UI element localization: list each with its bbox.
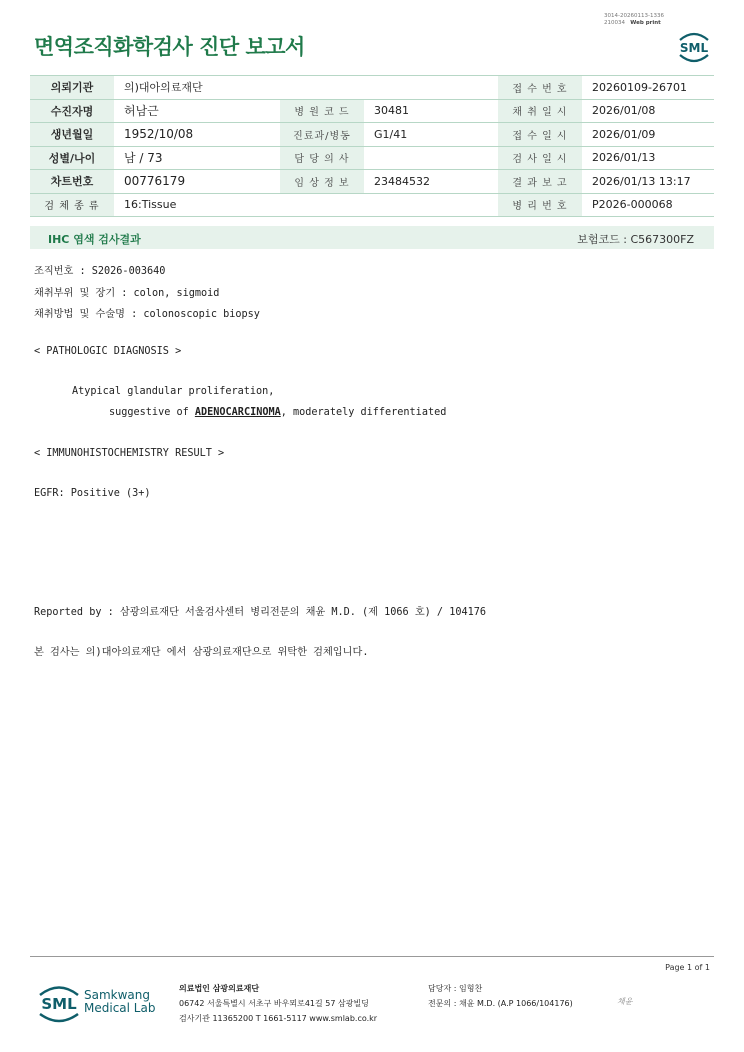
info-row — [30, 193, 714, 217]
receipt-date-value: 2026/01/09 — [582, 123, 714, 147]
specimen-value: 16:Tissue — [114, 193, 498, 217]
org-registration: 검사기관 11365200 T 1661-5117 www.smlab.co.kr — [179, 1014, 378, 1023]
tissue-no: 조직번호 : S2026-003640 — [34, 266, 166, 277]
sampling-site: 채취부위 및 장기 : colon, sigmoid — [34, 288, 220, 299]
print-meta — [604, 13, 664, 26]
footer-divider — [30, 956, 714, 957]
dept-label: 진료과/병동 — [280, 123, 364, 147]
report-date-value: 2026/01/13 13:17 — [582, 170, 714, 194]
sml-logo-icon — [675, 27, 713, 69]
manager-value: 임형찬 — [458, 984, 483, 993]
signature: 채윤 — [617, 997, 633, 1006]
chart-no-label: 차트번호 — [30, 170, 114, 194]
patient-label: 수진자명 — [30, 99, 114, 123]
specialist-value: 채윤 M.D. (A.P 1066/104176) — [458, 999, 573, 1008]
clinical-value: 23484532 — [364, 170, 498, 194]
web-print-label: Web print — [630, 19, 661, 26]
birth-value: 1952/10/08 — [114, 123, 280, 147]
section-title: IHC 염색 검사결과 — [48, 233, 141, 246]
info-row — [30, 146, 714, 170]
diagnosis-prefix: suggestive of — [109, 407, 195, 418]
consign-note: 본 검사는 의)대아의료재단 에서 삼광의료재단으로 위탁한 검체입니다. — [34, 647, 369, 658]
info-row — [30, 99, 714, 123]
diagnosis-header: < PATHOLOGIC DIAGNOSIS > — [34, 346, 182, 357]
footer-organization — [179, 981, 377, 1026]
info-row — [30, 123, 714, 147]
manager-label: 담당자 : — [428, 984, 457, 993]
receipt-no-label: 접 수 번 호 — [498, 76, 582, 100]
chart-no-value: 00776179 — [114, 170, 280, 194]
logo-text: SML — [679, 41, 709, 55]
org-address: 06742 서울특별시 서초구 바우뫼로41길 57 삼광빌딩 — [179, 999, 369, 1008]
patient-value: 허남근 — [114, 99, 280, 123]
pathology-no-label: 병 리 번 호 — [498, 193, 582, 217]
hospital-code-label: 병 원 코 드 — [280, 99, 364, 123]
insurance-code: 보험코드 : C567300FZ — [577, 233, 694, 246]
sex-age-label: 성별/나이 — [30, 146, 114, 170]
patient-info-table — [30, 75, 714, 217]
org-name: 의료법인 삼광의료재단 — [179, 984, 260, 993]
exam-date-label: 검 사 일 시 — [498, 146, 582, 170]
pathology-no-value: P2026-000068 — [582, 193, 714, 217]
result-section-bar — [30, 226, 714, 249]
page-title: 면역조직화학검사 진단 보고서 — [34, 35, 305, 59]
report-date-label: 결 과 보 고 — [498, 170, 582, 194]
logo-text: SML — [41, 995, 77, 1013]
hospital-code-value: 30481 — [364, 99, 498, 123]
doctor-value — [364, 146, 498, 170]
sex-age-value: 남 / 73 — [114, 146, 280, 170]
footer-contacts — [428, 981, 573, 1011]
print-meta-line1: 3014-20260113-1336 — [604, 13, 664, 19]
egfr-result: EGFR: Positive (3+) — [34, 488, 151, 499]
print-meta-line2: 210034 — [604, 19, 625, 26]
sampling-method: 채취방법 및 수술명 : colonoscopic biopsy — [34, 309, 260, 320]
page-number: Page 1 of 1 — [665, 963, 710, 972]
info-row — [30, 170, 714, 194]
collect-date-value: 2026/01/08 — [582, 99, 714, 123]
birth-label: 생년월일 — [30, 123, 114, 147]
requester-value: 의)대아의료재단 — [114, 76, 498, 100]
diagnosis-line2 — [109, 407, 446, 418]
dept-value: G1/41 — [364, 123, 498, 147]
reported-by: Reported by : 삼광의료재단 서울검사센터 병리전문의 채윤 M.D. (제 1066 호) / 104176 — [34, 607, 486, 618]
diagnosis-line1: Atypical glandular proliferation, — [72, 386, 275, 397]
diagnosis-suffix: , moderately differentiated — [280, 407, 447, 418]
specialist-label: 전문의 : — [428, 999, 457, 1008]
receipt-date-label: 접 수 일 시 — [498, 123, 582, 147]
specimen-label: 검 체 종 류 — [30, 193, 114, 217]
sml-logo-icon — [36, 980, 82, 1030]
receipt-no-value: 20260109-26701 — [582, 76, 714, 100]
requester-label: 의뢰기관 — [30, 76, 114, 100]
clinical-label: 임 상 정 보 — [280, 170, 364, 194]
diagnosis-emphasis: ADENOCARCINOMA — [194, 407, 281, 418]
info-row — [30, 76, 714, 100]
ihc-header: < IMMUNOHISTOCHEMISTRY RESULT > — [34, 448, 225, 459]
brand-line2: Medical Lab — [84, 1001, 156, 1015]
doctor-label: 담 당 의 사 — [280, 146, 364, 170]
exam-date-value: 2026/01/13 — [582, 146, 714, 170]
brand-line1: Samkwang — [84, 988, 150, 1002]
brand-name — [84, 989, 155, 1015]
collect-date-label: 채 취 일 시 — [498, 99, 582, 123]
